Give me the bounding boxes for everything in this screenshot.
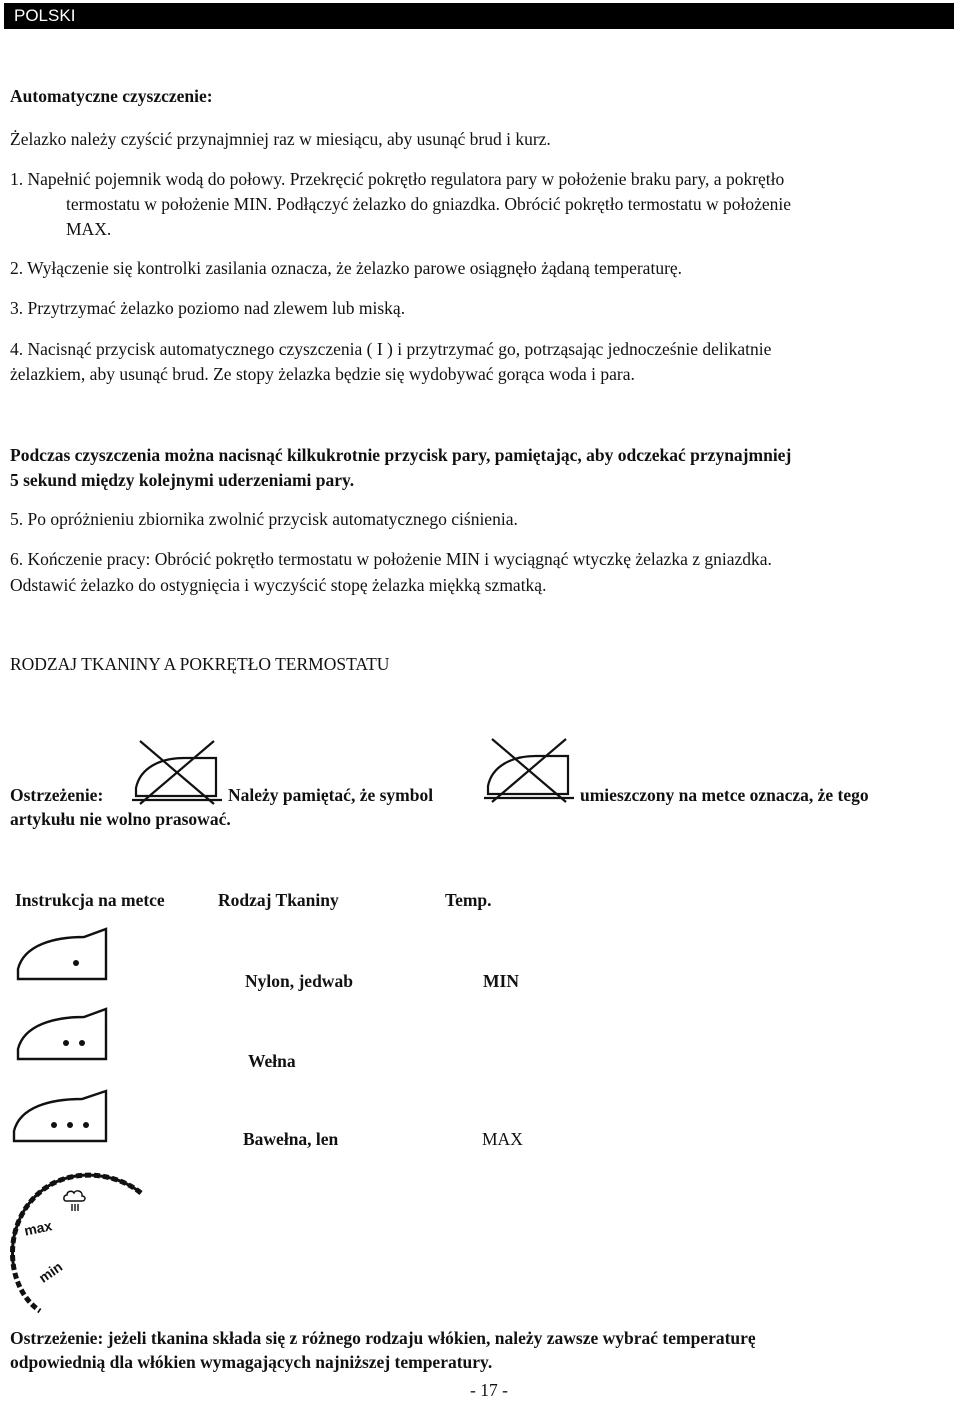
step-6-line-2: Odstawić żelazko do ostygnięcia i wyczyścić stopę żelazka miękką szmatką. <box>10 575 547 595</box>
fabric-heading: RODZAJ TKANINY A POKRĘTŁO TERMOSTATU <box>10 654 390 674</box>
note-line-1: Podczas czyszczenia można nacisnąć kilkukrotnie przycisk pary, pamiętając, aby odczekać przynajmniej <box>10 445 792 465</box>
header-bar <box>4 3 954 29</box>
step-1-line-3: MAX. <box>66 219 112 239</box>
language-label: POLSKI <box>14 6 76 25</box>
steam-icon <box>62 1188 88 1214</box>
step-4-line-1: 4. Nacisnąć przycisk automatycznego czyszczenia ( I ) i przytrzymać go, potrząsając jednocześnie delikatnie <box>10 339 772 359</box>
crossed-out-iron-icon <box>130 738 226 806</box>
step-1-line-2: termostatu w położenie MIN. Podłączyć żelazko do gniazdka. Obrócić pokrętło termostatu w położenie <box>66 194 792 214</box>
table-header-instruction: Instrukcja na metce <box>15 890 165 910</box>
row-1-fabric: Nylon, jedwab <box>245 971 353 991</box>
row-1-temp: MIN <box>483 971 519 991</box>
dial-min-label: min <box>35 1258 66 1286</box>
iron-2-dots-icon <box>14 1005 114 1065</box>
row-3-fabric: Bawełna, len <box>243 1129 339 1149</box>
step-6-line-1: 6. Kończenie pracy: Obrócić pokrętło termostatu w położenie MIN i wyciągnąć wtyczkę żelazka z gniazdka. <box>10 549 772 569</box>
warning-1-part-2: Należy pamiętać, że symbol <box>228 785 434 805</box>
step-2: 2. Wyłączenie się kontrolki zasilania oznacza, że żelazko parowe osiągnęło żądaną temperaturę. <box>10 258 683 278</box>
row-2-fabric: Wełna <box>248 1051 296 1071</box>
warning-1-line-2: artykułu nie wolno prasować. <box>10 809 231 829</box>
crossed-out-iron-icon <box>482 736 578 804</box>
step-1-line-1: 1. Napełnić pojemnik wodą do połowy. Przekręcić pokrętło regulatora pary w położenie braku pary, a pokrętło <box>10 169 785 189</box>
step-4-line-2: żelazkiem, aby usunąć brud. Ze stopy żelazka będzie się wydobywać gorąca woda i para. <box>10 364 635 384</box>
warning-2-line-1: Ostrzeżenie: jeżeli tkanina składa się z różnego rodzaju włókien, należy zawsze wybrać temperaturę <box>10 1328 756 1348</box>
step-5: 5. Po opróżnieniu zbiornika zwolnić przycisk automatycznego ciśnienia. <box>10 509 518 529</box>
iron-3-dots-icon <box>10 1087 114 1147</box>
section-title: Automatyczne czyszczenie: <box>10 86 213 106</box>
table-header-temp: Temp. <box>445 890 492 910</box>
warning-2-line-2: odpowiednią dla włókien wymagających najniższej temperatury. <box>10 1352 493 1372</box>
step-3: 3. Przytrzymać żelazko poziomo nad zlewem lub miską. <box>10 298 406 318</box>
iron-1-dot-icon <box>14 925 114 985</box>
page-number: - 17 - <box>470 1380 508 1400</box>
dial-max-label: max <box>22 1217 54 1239</box>
row-3-temp: MAX <box>482 1129 523 1149</box>
warning-1-part-3: umieszczony na metce oznacza, że tego <box>580 785 869 805</box>
table-header-fabric: Rodzaj Tkaniny <box>218 890 339 910</box>
warning-1-label: Ostrzeżenie: <box>10 785 104 805</box>
note-line-2: 5 sekund między kolejnymi uderzeniami pary. <box>10 470 355 490</box>
intro-text: Żelazko należy czyścić przynajmniej raz w miesiącu, aby usunąć brud i kurz. <box>10 129 551 149</box>
